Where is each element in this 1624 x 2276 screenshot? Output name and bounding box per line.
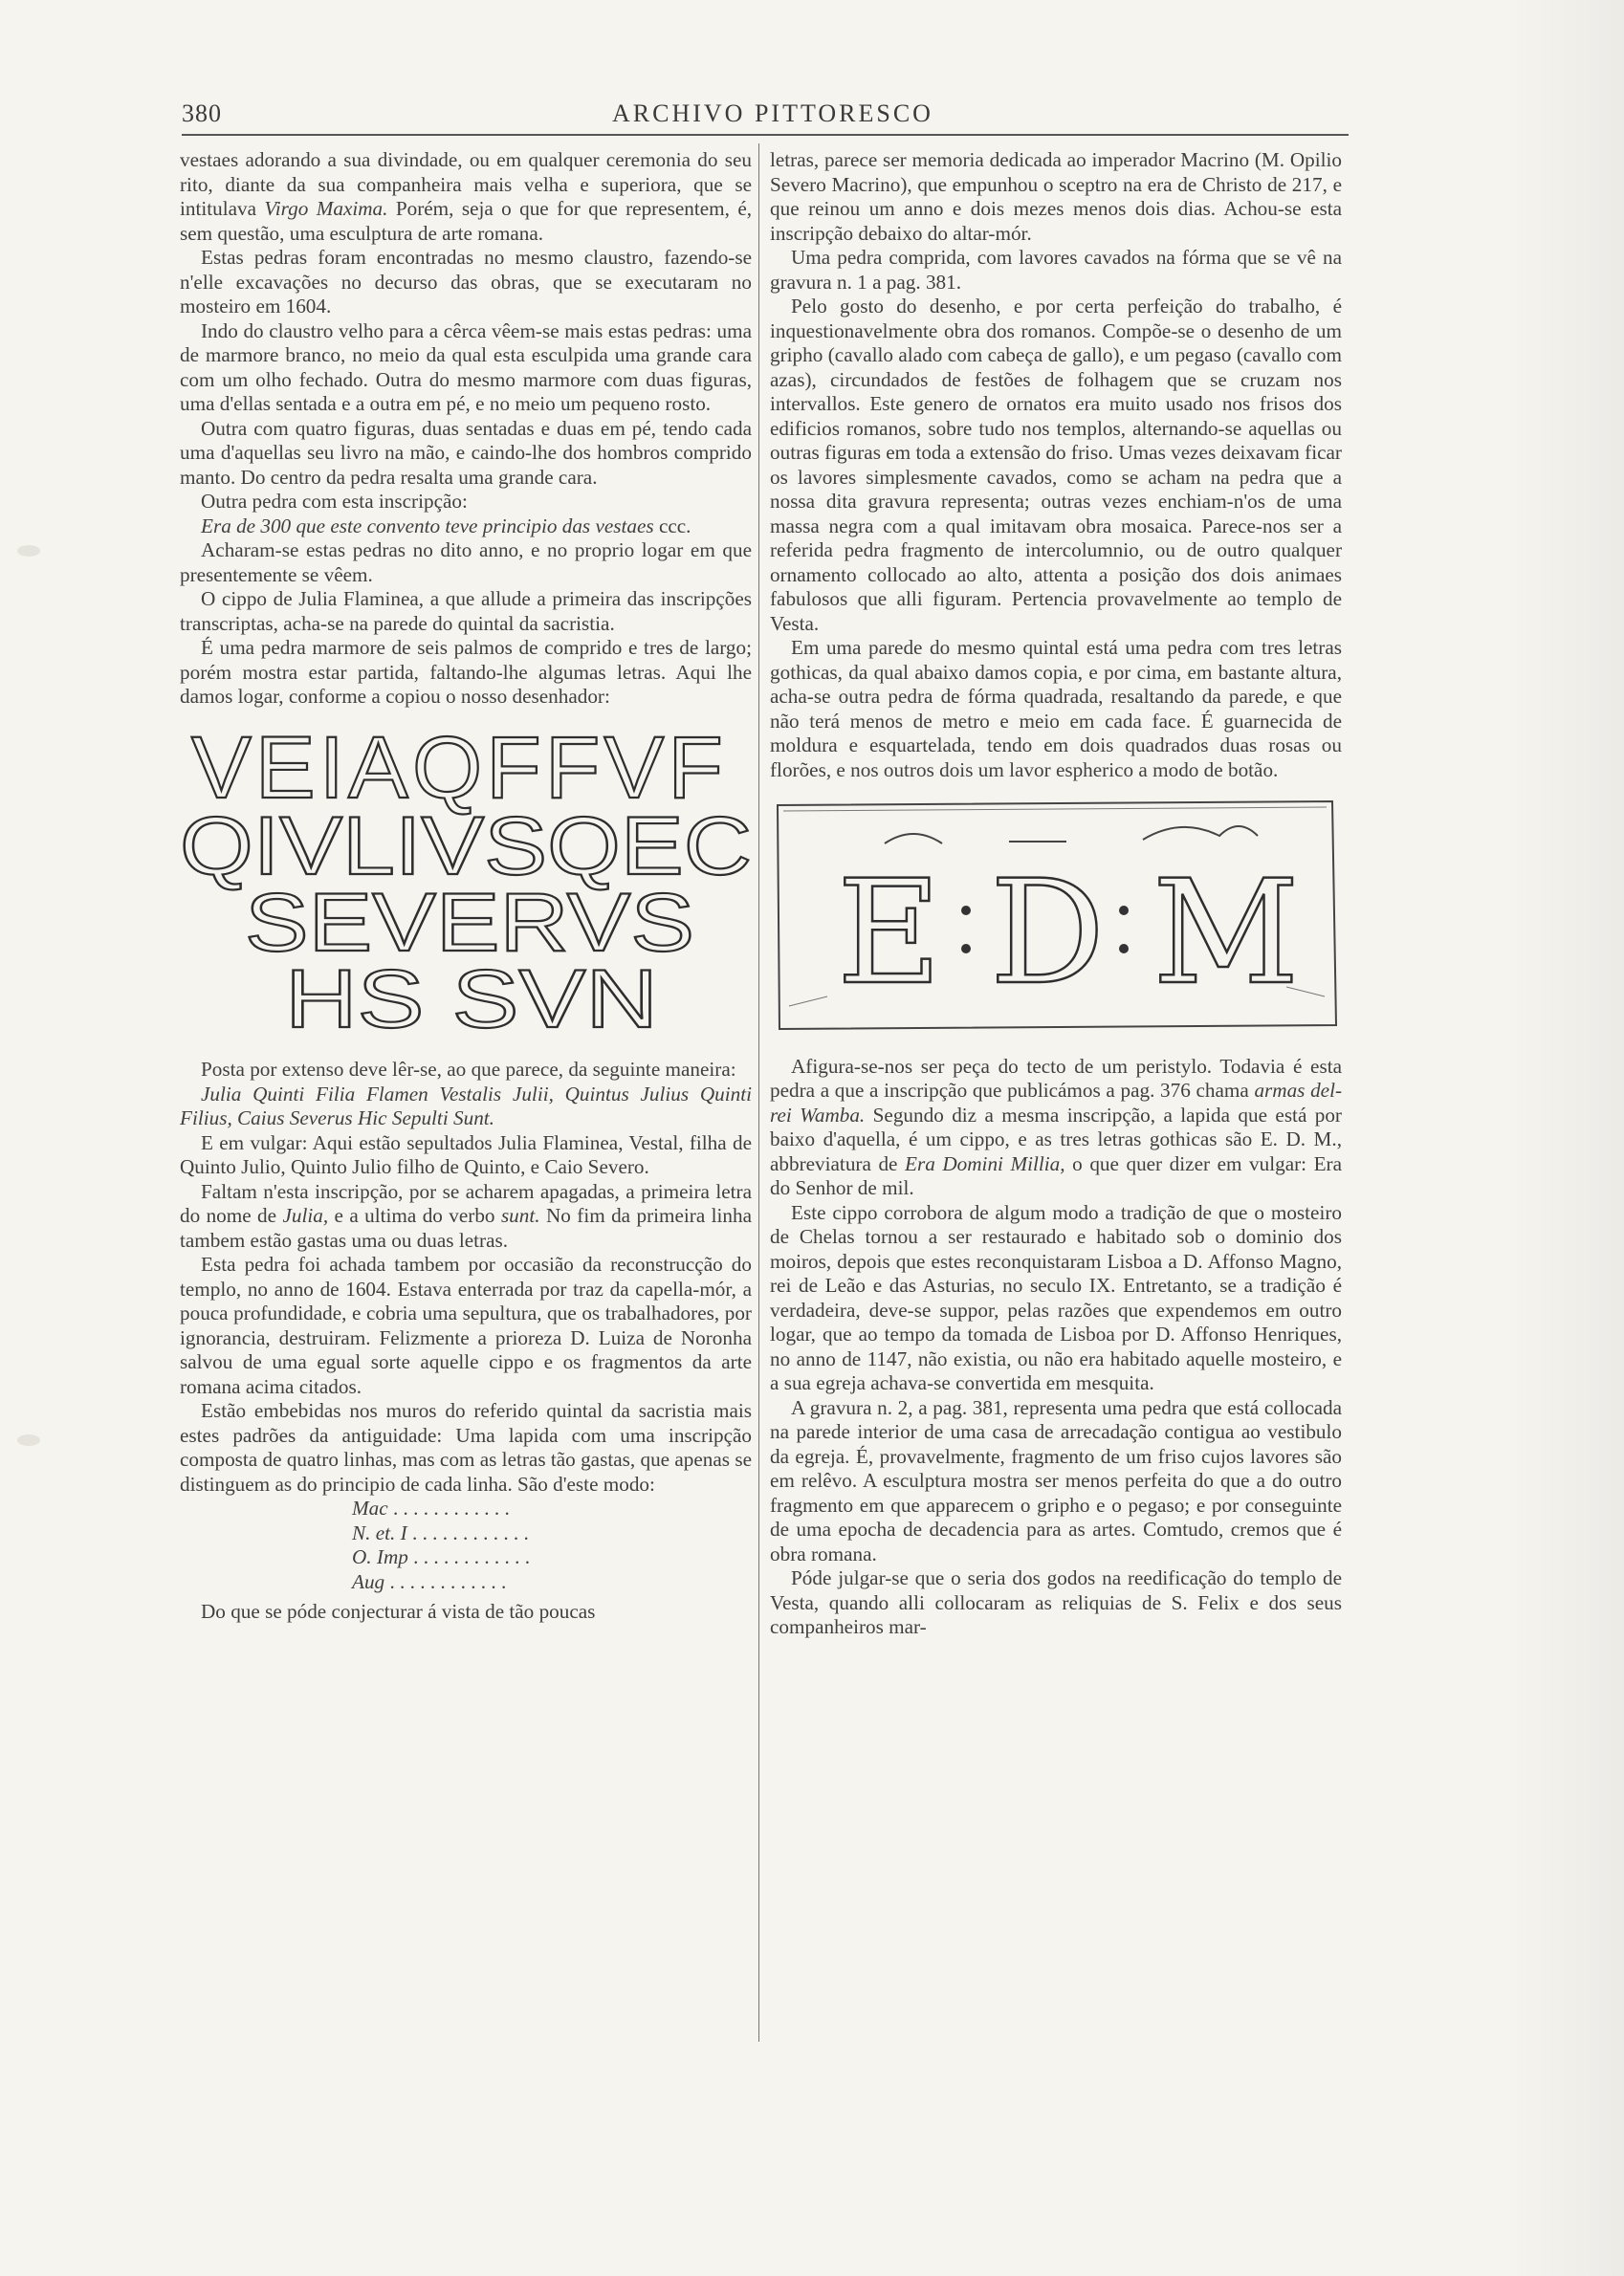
paragraph: Em uma parede do mesmo quintal está uma pedra com tres letras gothicas, da qual abaixo damos copia, e por cima, em bastante altura, acha-se outra pedra de fórma quadrada, resaltando da parede, e que não terá menos de metro e meio em cada face. É guarnecida de moldura e esquartelada, tendo em dois quadrados duas rosas ou florões, e nos outros dois um lavor espherico a modo de botão. bbox=[770, 636, 1342, 781]
inscription-line-4: HS SVN bbox=[285, 952, 658, 1039]
inscription-line: O. Imp . . . bbox=[180, 1545, 752, 1570]
paragraph: É uma pedra marmore de seis palmos de comprido e tres de largo; porém mostra estar partida, faltando-lhe algumas letras. Aqui lhe damos logar, conforme a copiou o nosso desenhador: bbox=[180, 636, 752, 708]
paragraph: Posta por extenso deve lêr-se, ao que parece, da seguinte maneira: bbox=[201, 1058, 736, 1081]
paragraph: Outra com quatro figuras, duas sentadas e duas em pé, tendo cada uma d'aquellas seu livro na mão, e caindo-lhe dos hombros comprido manto. Do centro da pedra resalta uma grande cara. bbox=[180, 416, 752, 489]
left-column bbox=[180, 148, 752, 1625]
binding-hole bbox=[17, 1434, 40, 1446]
column-divider bbox=[758, 143, 759, 2042]
inscription-line-3: SEVERVS bbox=[245, 876, 694, 969]
paragraph: Póde julgar-se que o seria dos godos na reedificação do templo de Vesta, quando alli collocaram as reliquias de S. Felix e dos seus companheiros mar- bbox=[770, 1566, 1342, 1638]
page-edge-shadow bbox=[1509, 0, 1624, 2276]
paragraph: Julia Quinti Filia Flamen Vestalis Julii, Quintus Julius Quinti Filius, Caius Severus Hic Sepulti Sunt. bbox=[180, 1082, 752, 1129]
paragraph: O cippo de Julia Flaminea, a que allude a primeira das inscripções transcriptas, acha-se na parede do quintal da sacristia. bbox=[180, 587, 752, 635]
gothic-letters-illustration bbox=[770, 796, 1342, 1041]
inscription-line-1: VEIAQFFVF bbox=[191, 722, 727, 817]
gothic-letter-e: E bbox=[837, 850, 942, 1017]
page-header bbox=[182, 96, 1349, 136]
paragraph: A gravura n. 2, a pag. 381, representa uma pedra que está collocada na parede interior de uma casa de arrecadação contigua ao vestibulo da egreja. É, provavelmente, fragmento de um friso cujos lavores são em relêvo. A esculptura mostra ser menos perfeita do que a do outro fragmento em que apparecem o gripho e o pegaso; e por conseguinte de uma epocha de decadencia para as artes. Comtudo, cremos que é obra romana. bbox=[770, 1395, 1342, 1565]
paragraph: Indo do claustro velho para a cêrca vêem-se mais estas pedras: uma de marmore branco, no meio da qual esta esculpida uma grande cara com um olho fechado. Outra do mesmo marmore com duas figuras, uma d'ellas sentada e a outra em pé, e no meio um pequeno rosto. bbox=[180, 318, 752, 415]
gothic-letter-m: M bbox=[1152, 850, 1300, 1017]
paragraph: vestaes adorando a sua divindade, ou em qualquer ceremonia do seu rito, diante da sua companheira mais velha e superiora, que se intitulava Virgo Maxima. Porém, seja o que for que representem, é, sem questão, uma esculptura de arte romana. bbox=[180, 148, 753, 245]
paragraph: Estão embebidas nos muros do referido quintal da sacristia mais estes padrões da antiguidade: Uma lapida com uma inscripção composta de quatro linhas, mas com as letras tão gastas, que apenas se distinguem as do principio de cada linha. São d'este modo: bbox=[180, 1399, 752, 1496]
page-number: 380 bbox=[182, 99, 222, 127]
inscription-lines bbox=[180, 1497, 752, 1594]
paragraph: letras, parece ser memoria dedicada ao imperador Macrino (M. Opilio Severo Macrino), que empunhou o sceptro na era de Christo de 217, e que reinou um anno e dois mezes menos dois dias. Achou-se esta inscripção debaixo do altar-mór. bbox=[770, 148, 1342, 245]
paragraph: Outra pedra com esta inscripção: bbox=[201, 490, 468, 513]
inscription-line: Mac . . . bbox=[180, 1497, 752, 1521]
inscription-line: N. et. I . . . bbox=[180, 1521, 752, 1546]
paragraph: Estas pedras foram encontradas no mesmo claustro, fazendo-se n'elle excavações no decurso das obras, que se executaram no mosteiro em 1604. bbox=[180, 246, 752, 317]
inscription-line-2: QIVLIVSQEC bbox=[180, 799, 752, 892]
inscription-line: Aug . . . bbox=[180, 1570, 752, 1595]
running-title: ARCHIVO PITTORESCO bbox=[612, 99, 933, 127]
paragraph: E em vulgar: Aqui estão sepultados Julia Flaminea, Vestal, filha de Quinto Julio, Quinto Julio filho de Quinto, e Caio Severo. bbox=[180, 1130, 752, 1178]
paragraph: Acharam-se estas pedras no dito anno, e no proprio logar em que presentemente se vêem. bbox=[180, 538, 752, 586]
paragraph: Este cippo corrobora de algum modo a tradição de que o mosteiro de Chelas tornou a ser restaurado e habitado sob o dominio dos moiros, depois que estes reconquistaram Lisboa a D. Affonso Magno, rei de Leão e das Asturias, no seculo IX. Entretanto, se a tradição é verdadeira, deve-se suppor, pelas razões que expendemos em outro logar, que ao tempo da tomada de Lisboa por D. Affonso Henriques, no anno de 1147, não existia, ou não era habitado aquelle mosteiro, e a sua egreja achava-se convertida em mesquita. bbox=[770, 1200, 1342, 1394]
paragraph: Do que se póde conjecturar á vista de tão poucas bbox=[201, 1600, 596, 1623]
paragraph: Esta pedra foi achada tambem por occasião da reconstrucção do templo, no anno de 1604. Estava enterrada por traz da capella-mór, a pouca profundidade, e cobria uma sepultura, que os trabalhadores, por ignorancia, destruiram. Felizmente a prioreza D. Luiza de Noronha salvou de uma egual sorte aquelle cippo e os fragmentos da arte romana acima citados. bbox=[180, 1253, 752, 1398]
roman-inscription-illustration bbox=[180, 723, 752, 1045]
binding-hole bbox=[17, 545, 40, 557]
paragraph: Era de 300 que este convento teve principio das vestaes ccc. bbox=[201, 514, 691, 537]
paragraph: Afigura-se-nos ser peça do tecto de um peristylo. Todavia é esta pedra a que a inscripção que publicámos a pag. 376 chama armas del-rei Wamba. Segundo diz a mesma inscripção, a lapida que está por baixo d'aquella, é um cippo, e as tres letras gothicas são E. D. M., abbreviatura de Era Domini Millia, o que quer dizer em vulgar: Era do Senhor de mil. bbox=[770, 1054, 1343, 1199]
gothic-letter-d: D bbox=[990, 850, 1106, 1017]
right-column bbox=[770, 148, 1342, 1640]
paragraph: Uma pedra comprida, com lavores cavados na fórma que se vê na gravura n. 1 a pag. 381. bbox=[770, 246, 1342, 294]
paragraph: Pelo gosto do desenho, e por certa perfeição do trabalho, é inquestionavelmente obra dos romanos. Compõe-se o desenho de um gripho (cavallo alado com cabeça de gallo), e um pegaso (cavallo com azas), circundados de festões de folhagem que se cruzam nos intervallos. Este genero de ornatos era muito usado nos frisos dos edificios romanos, sobre tudo nos templos, alternando-se aquellas ou outras figuras em toda a extensão do friso. Umas vezes deixavam ficar os lavores simplesmente cavados, como se acham na pedra que a nossa dita gravura representa; outras vezes enchiam-n'os de uma massa negra com a qual imitavam obra mosaica. Parece-nos ser a referida pedra fragmento de intercolumnio, ou de outro qualquer ornamento collocado ao alto, attenta a posição dos dois animaes fabulosos que alli figuram. Pertencia provavelmente ao templo de Vesta. bbox=[770, 295, 1342, 635]
paragraph: Faltam n'esta inscripção, por se acharem apagadas, a primeira letra do nome de Julia, e a ultima do verbo sunt. No fim da primeira linha tambem estão gastas uma ou duas letras. bbox=[180, 1179, 753, 1252]
